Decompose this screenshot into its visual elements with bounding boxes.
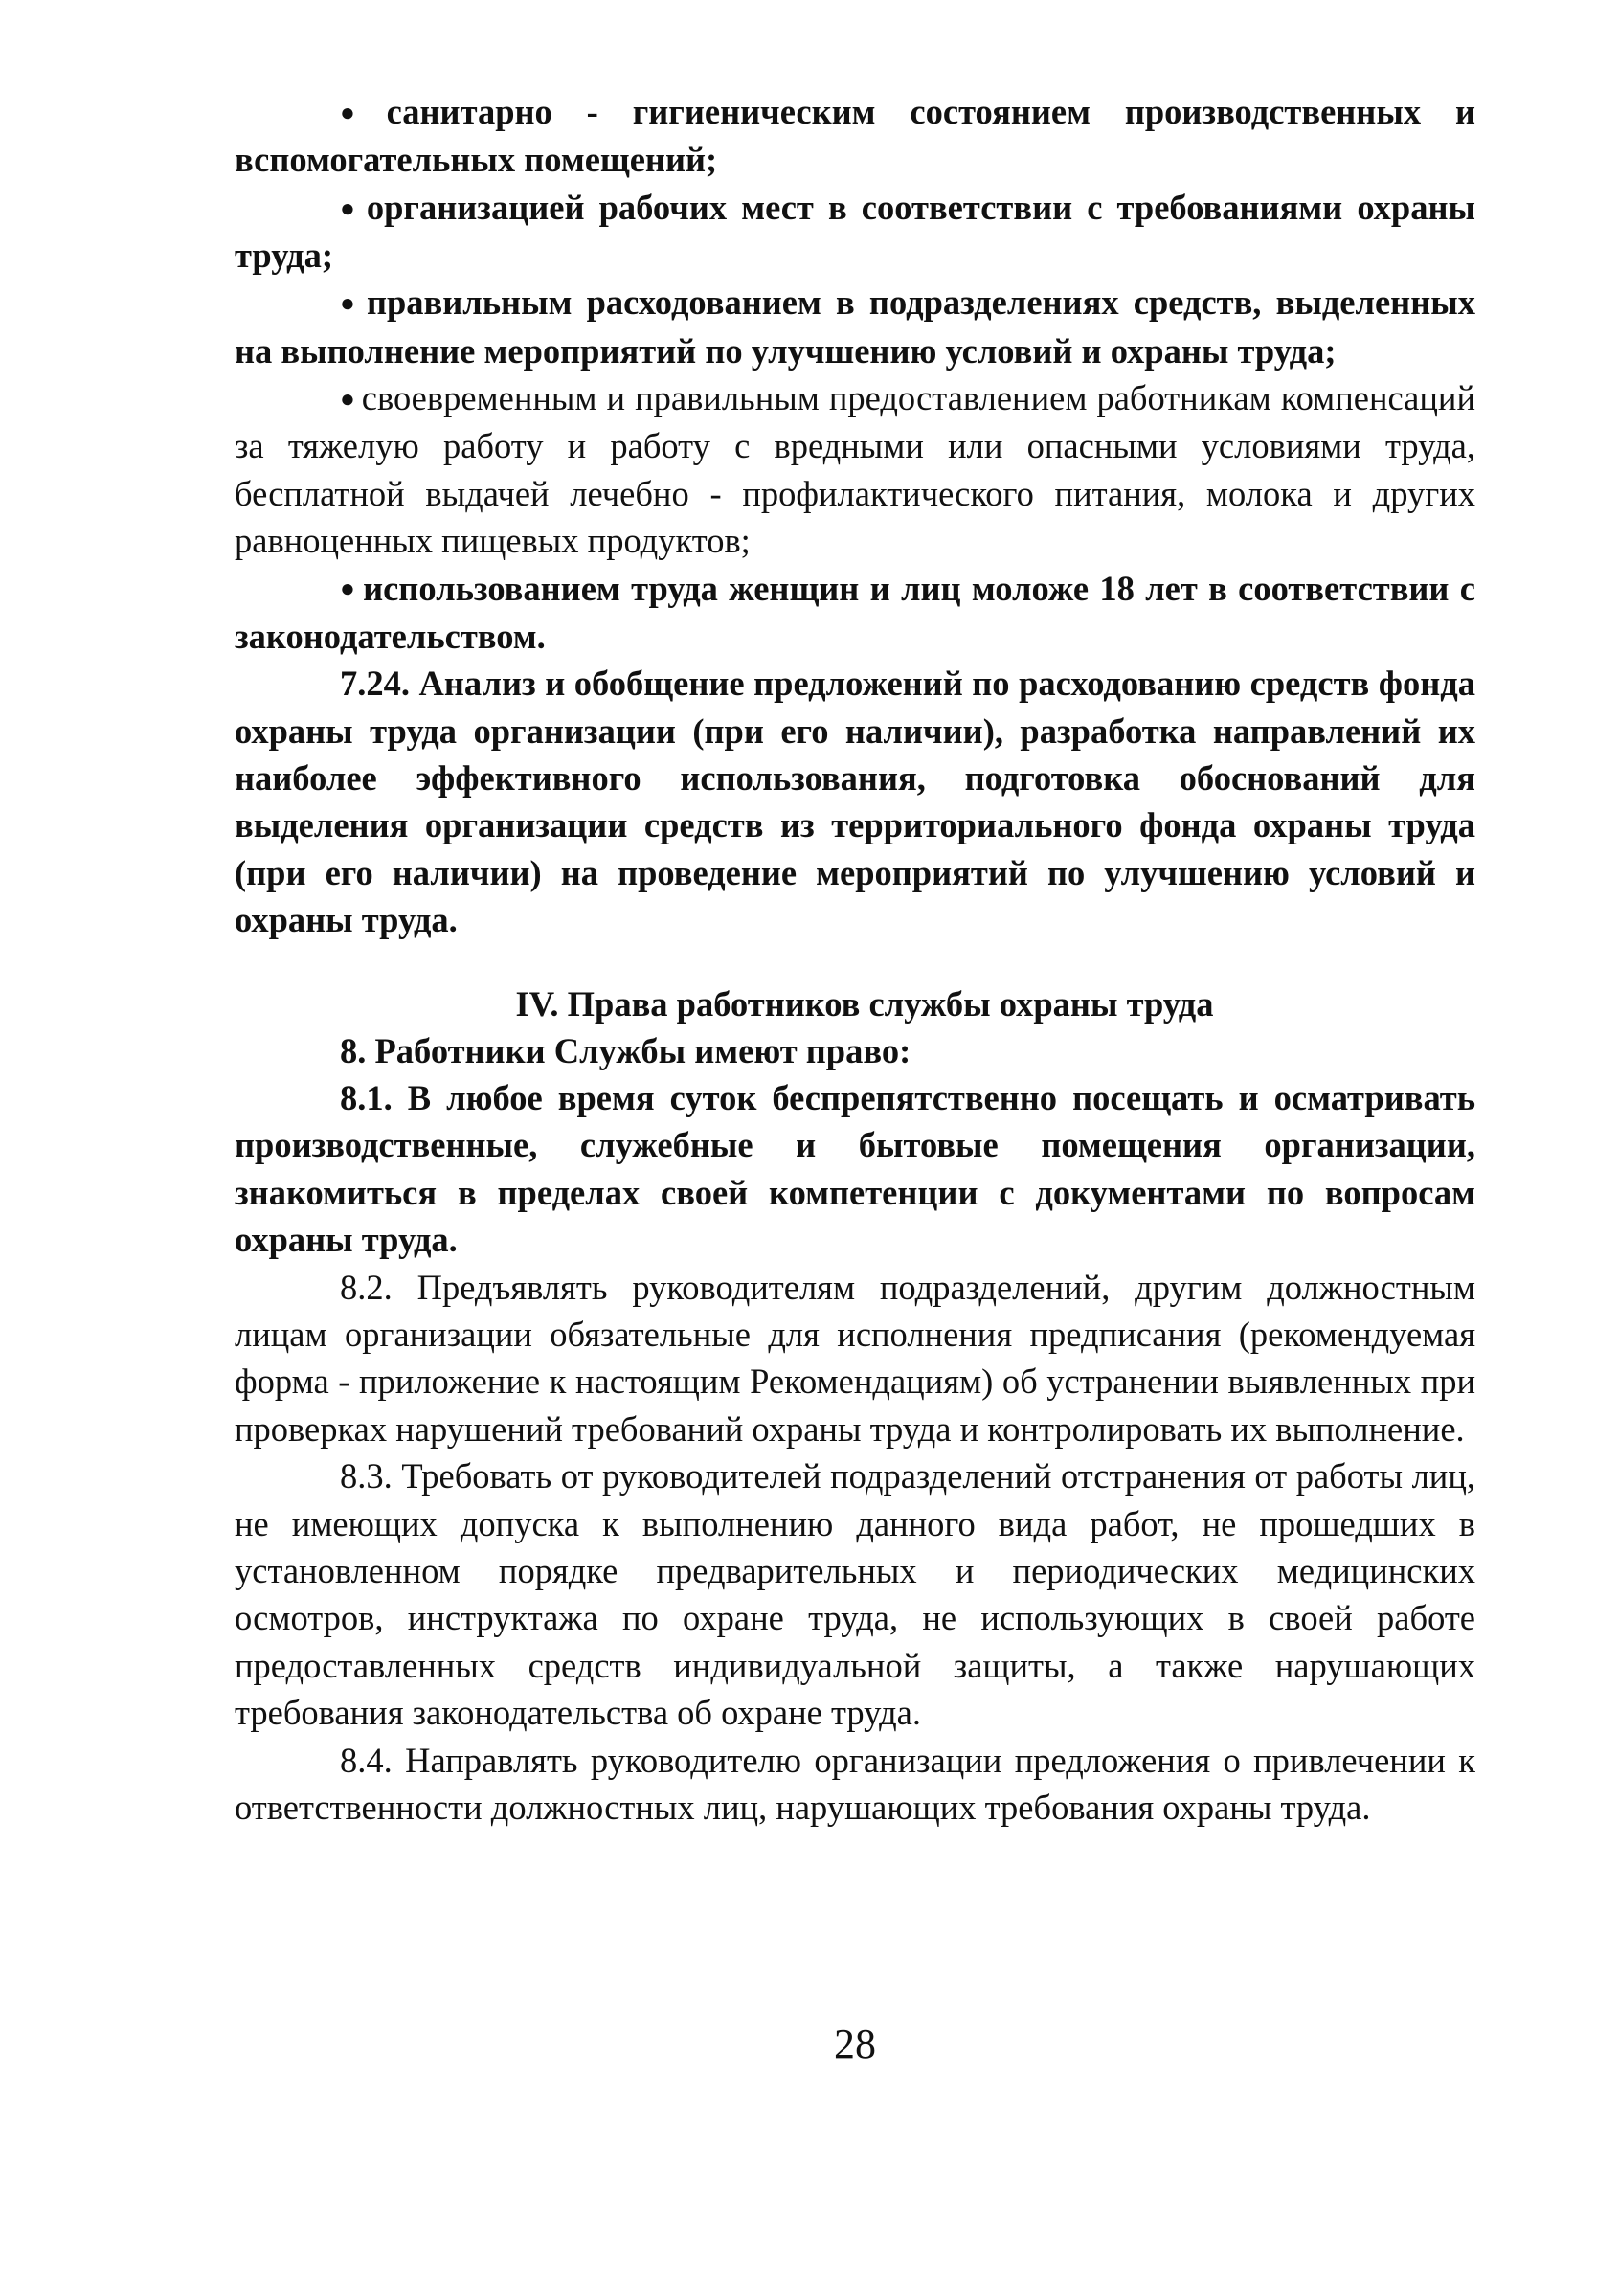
bullet-dot-icon: ● — [340, 193, 361, 222]
section-heading: IV. Права работников службы охраны труда — [515, 983, 1214, 1024]
paragraph-8-2: 8.2. Предъявлять руководителям подразделений, другим должностным лицам организации обязательные для исполнения предписания (рекомендуемая форма - приложение к настоящим Рекомендациям) об устранении выявленных при проверках нарушений требований охраны труда и контролировать их выполнение. — [235, 1267, 1475, 1449]
bullet-dot-icon: ● — [340, 98, 381, 126]
bullet-item: ● своевременным и правильным предоставлением работникам компенсаций за тяжелую работу и работу с вредными или опасными условиями труда, бесплатной выдачей лечебно - профилактического питания, молока и других равноценных пищевых продуктов; — [235, 378, 1475, 561]
bullet-item: ● использованием труда женщин и лиц моложе 18 лет в соответствии с законодательством. — [235, 568, 1475, 656]
bullet-dot-icon: ● — [340, 574, 358, 603]
bullet-item: ● организацией рабочих мест в соответствии с требованиями охраны труда; — [235, 187, 1475, 275]
bullet-item: ● правильным расходованием в подразделениях средств, выделенных на выполнение мероприятий по улучшению условий и охраны труда; — [235, 282, 1475, 371]
paragraph-8-4: 8.4. Направлять руководителю организации предложения о привлечении к ответственности должностных лиц, нарушающих требования охраны труда. — [235, 1740, 1475, 1828]
paragraph-7-24: 7.24. Анализ и обобщение предложений по расходованию средств фонда охраны труда организации (при его наличии), разработка направлений их наиболее эффективного использования, подготовка обоснований для выделения организации средств из территориального фонда охраны труда (при его наличии) на проведение мероприятий по улучшению условий и охраны труда. — [235, 664, 1475, 940]
paragraph-8-1: 8.1. В любое время суток беспрепятственно посещать и осматривать производственные, служебные и бытовые помещения организации, знакомиться в пределах своей компетенции с документами по вопросам охраны труда. — [235, 1078, 1475, 1260]
bullet-dot-icon: ● — [340, 289, 361, 318]
bullet-dot-icon: ● — [340, 384, 356, 413]
paragraph-8-3: 8.3. Требовать от руководителей подразделений отстранения от работы лиц, не имеющих допуска к выполнению данного вида работ, не прошедших в установленном порядке предварительных и периодических медицинских осмотров, инструктажа по охране труда, не использующих в своей работе предоставленных средств индивидуальной защиты, а также нарушающих требования законодательства об охране труда. — [235, 1456, 1475, 1733]
paragraph-8: 8. Работники Службы имеют право: — [340, 1030, 911, 1070]
page-number: 28 — [834, 2020, 876, 2067]
bullet-item: ● санитарно - гигиеническим состоянием производственных и вспомогательных помещений; — [235, 92, 1475, 180]
